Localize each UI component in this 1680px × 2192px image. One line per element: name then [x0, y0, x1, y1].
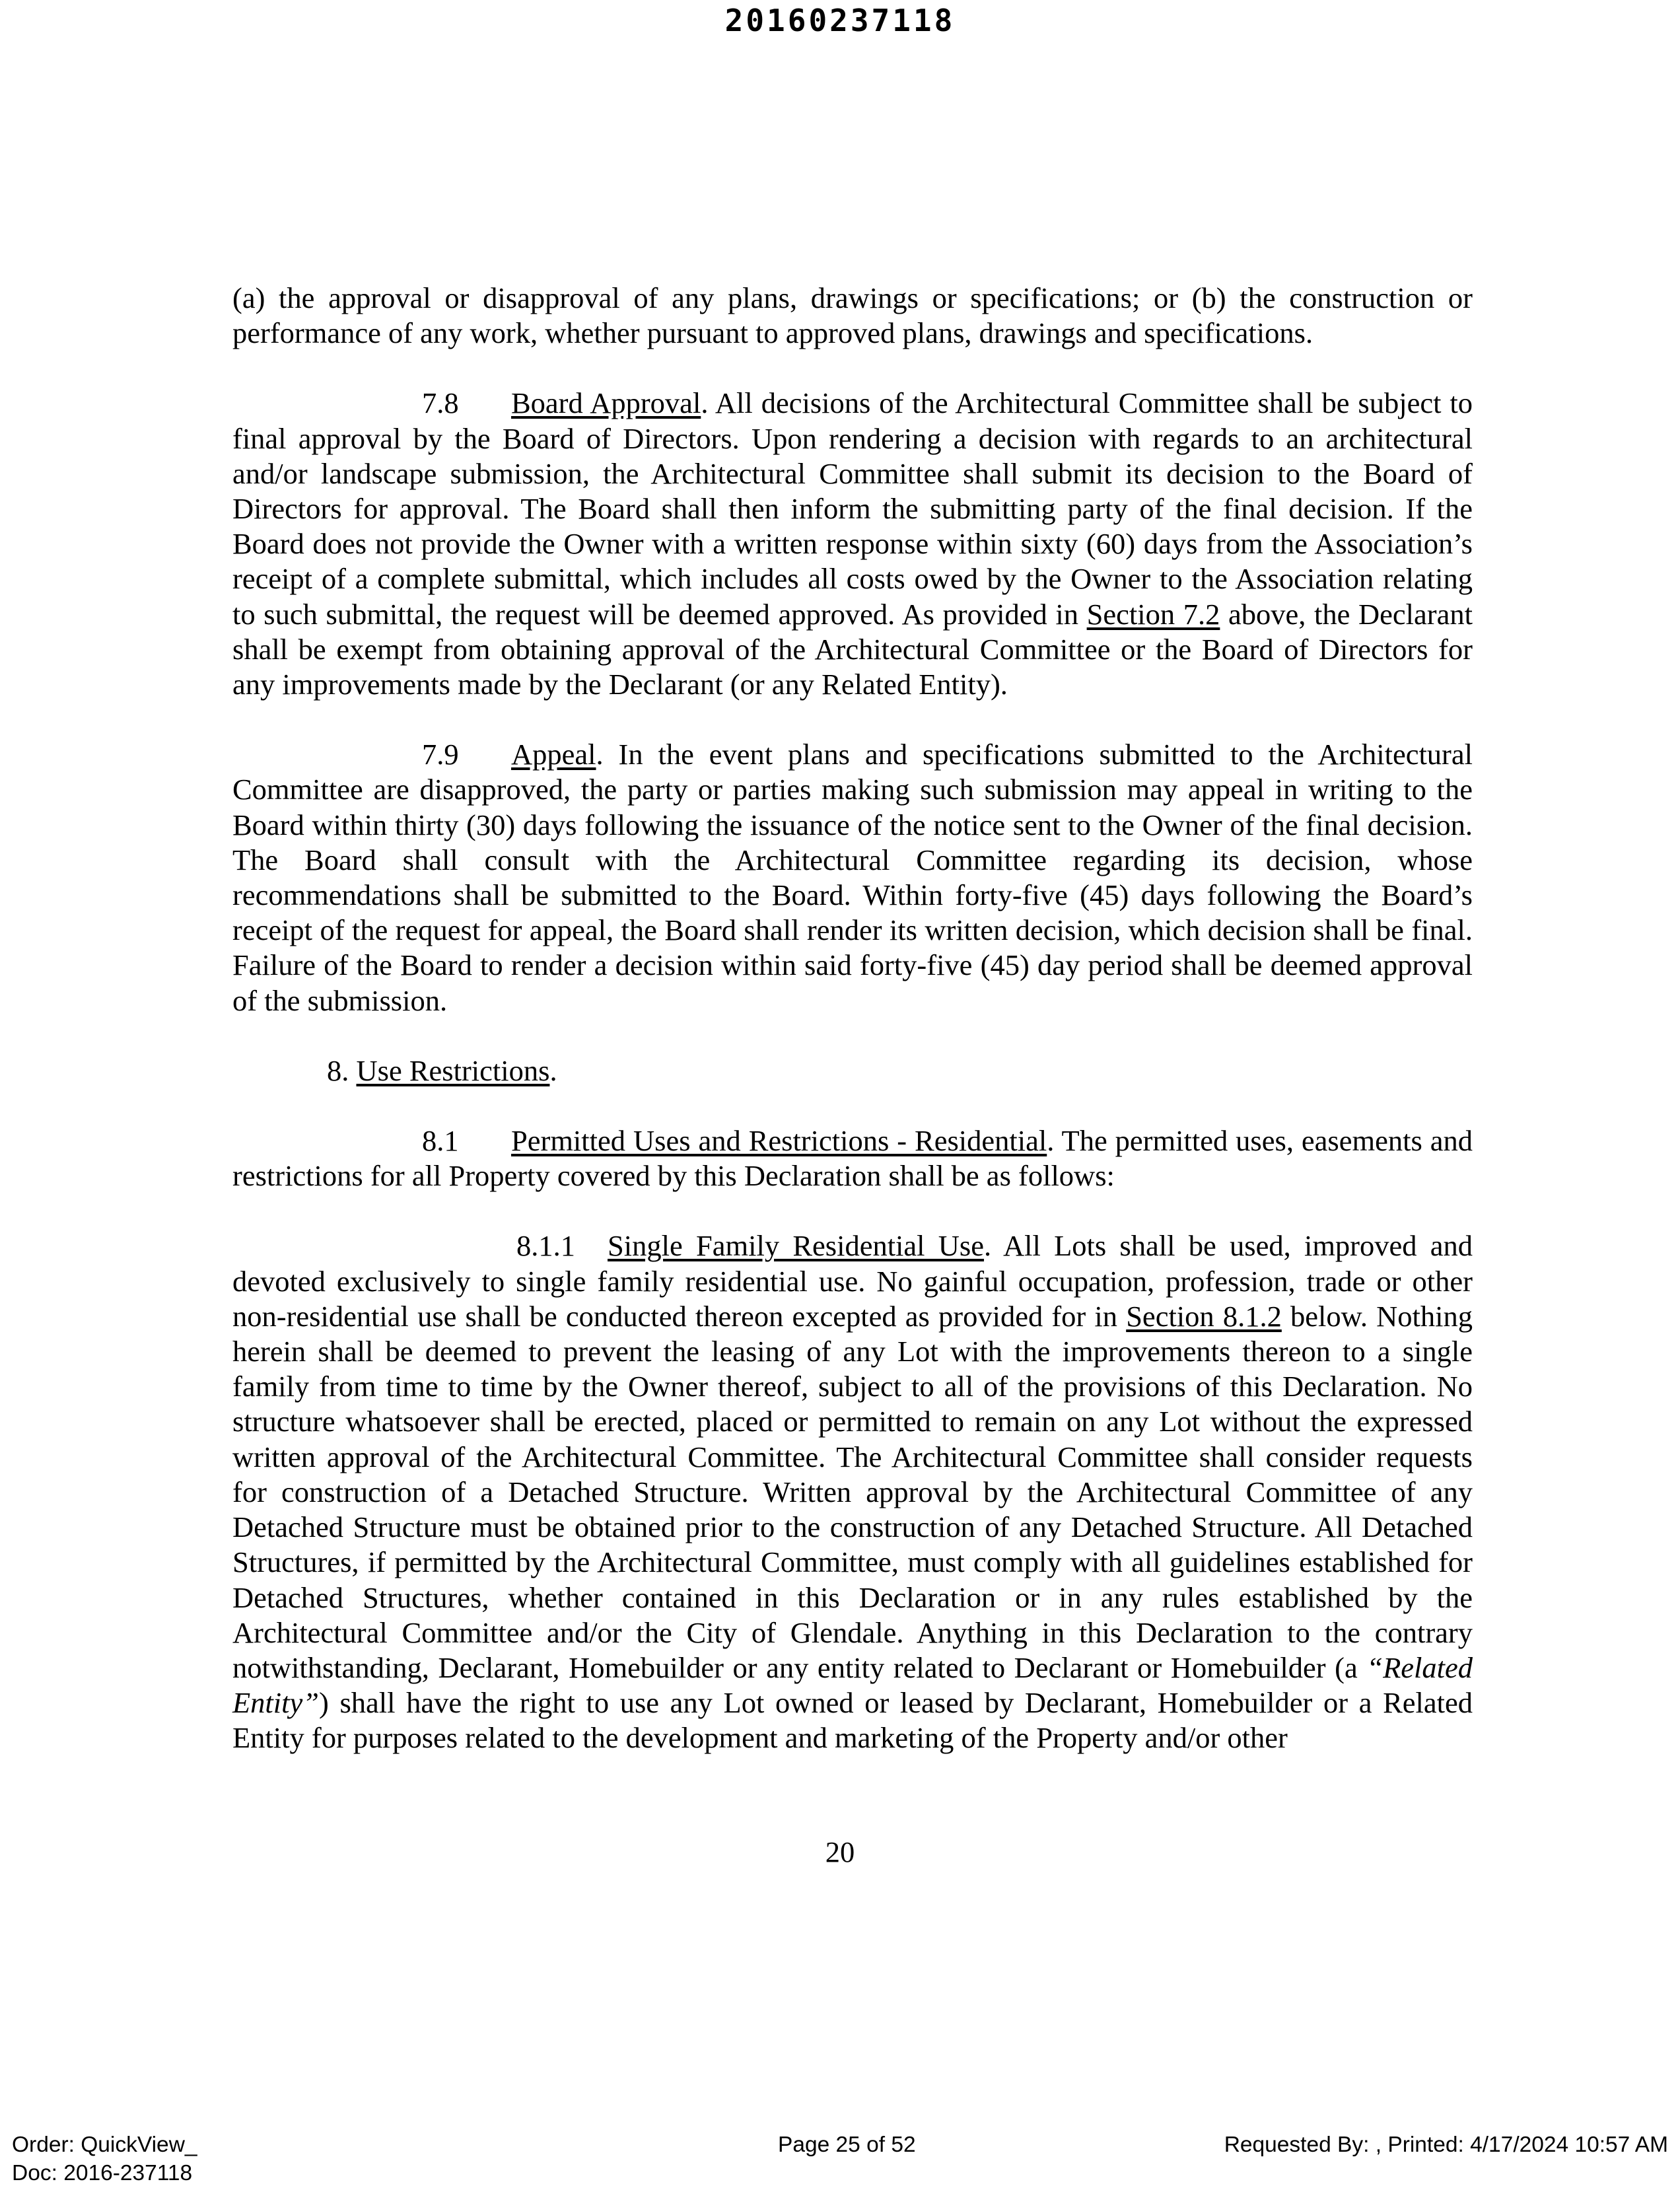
- section-8: [232, 1053, 1473, 1088]
- section-text: . All Lots shall be used, improved and devoted exclusively to single family residential use. No gainful occupation, profession, trade or other non-residential use shall be conducted thereon excepted as provided for in: [232, 1229, 1473, 1333]
- document-body: [232, 281, 1473, 1791]
- paragraph-continuation: (a) the approval or disapproval of any plans, drawings or specifications; or (b) the construction or performance of any work, whether pursuant to approved plans, drawings and specifications.: [232, 281, 1473, 350]
- section-text: .: [549, 1053, 557, 1087]
- footer-requested: Requested By: , Printed: 4/17/2024 10:57 AM: [1224, 2133, 1668, 2157]
- section-number: 7.8: [422, 386, 459, 420]
- section-text: ) shall have the right to use any Lot owned or leased by Declarant, Homebuilder or a Related Entity for purposes related to the development and marketing of the Property and/or other: [232, 1686, 1473, 1755]
- footer-page: Page 25 of 52: [778, 2133, 916, 2157]
- section-7-8: [232, 386, 1473, 702]
- page-number: 20: [825, 1835, 855, 1868]
- section-text: . In the event plans and specifications submitted to the Architectural Committee are disapproved, the party or parties making such submission may appeal in writing to the Board within thirty (30) days following the issuance of the notice sent to the Owner of the final decision. The Board shall consult with the Architectural Committee regarding its decision, whose recommendations shall be submitted to the Board. Within forty-five (45) days following the Board’s receipt of the request for appeal, the Board shall render its written decision, which decision shall be final. Failure of the Board to render a decision within said forty-five (45) day period shall be deemed approval of the submission.: [232, 738, 1473, 1017]
- section-reference: Section 8.1.2: [1126, 1299, 1282, 1333]
- section-title: Appeal: [511, 738, 596, 771]
- footer-doc: Doc: 2016-237118: [12, 2161, 193, 2185]
- section-text: below. Nothing herein shall be deemed to prevent the leasing of any Lot with the improvements thereon to a single family from time to time by the Owner thereof, subject to all of the provisions of this Declaration. No structure whatsoever shall be erected, placed or permitted to remain on any Lot without the expressed written approval of the Architectural Committee. The Architectural Committee shall consider requests for construction of a Detached Structure. Written approval by the Architectural Committee of any Detached Structure must be obtained prior to the construction of any Detached Structure. All Detached Structures, if permitted by the Architectural Committee, must comply with all guidelines established for Detached Structures, whether contained in this Declaration or in any rules established by the Architectural Committee and/or the City of Glendale. Anything in this Declaration to the contrary notwithstanding, Declarant, Homebuilder or any entity related to Declarant or Homebuilder (a: [232, 1299, 1473, 1684]
- section-title: Permitted Uses and Restrictions - Residential: [511, 1124, 1047, 1158]
- section-reference: Section 7.2: [1086, 597, 1220, 631]
- section-8-1: [232, 1123, 1473, 1193]
- section-text: . All decisions of the Architectural Committee shall be subject to final approval by the Board of Directors. Upon rendering a decision with regards to an architectural and/or landscape submission, the Architectural Committee shall submit its decision to the Board of Directors for approval. The Board shall then inform the submitting party of the final decision. If the Board does not provide the Owner with a written response within sixty (60) days from the Association’s receipt of a complete submittal, which includes all costs owed by the Owner to the Association relating to such submittal, the request will be deemed approved. As provided in: [232, 386, 1473, 631]
- section-8-1-1: [232, 1228, 1473, 1755]
- section-text: above, the Declarant shall be exempt from obtaining approval of the Architectural Committee or the Board of Directors for any improvements made by the Declarant (or any Related Entity).: [232, 597, 1473, 701]
- footer-order: Order: QuickView_: [12, 2133, 197, 2157]
- document-number: 20160237118: [724, 3, 956, 38]
- defined-term: “Related Entity”: [232, 1650, 1473, 1720]
- section-number: 7.9: [422, 738, 459, 771]
- section-title: Board Approval: [511, 386, 701, 420]
- section-number: 8.1.1: [516, 1229, 575, 1263]
- section-number: 8.1: [422, 1124, 459, 1158]
- section-number: 8.: [327, 1053, 349, 1087]
- section-7-9: [232, 737, 1473, 1018]
- section-title: Single Family Residential Use: [608, 1229, 985, 1263]
- section-text: . The permitted uses, easements and restrictions for all Property covered by this Declaration shall be as follows:: [232, 1124, 1473, 1193]
- section-title: Use Restrictions: [356, 1053, 550, 1087]
